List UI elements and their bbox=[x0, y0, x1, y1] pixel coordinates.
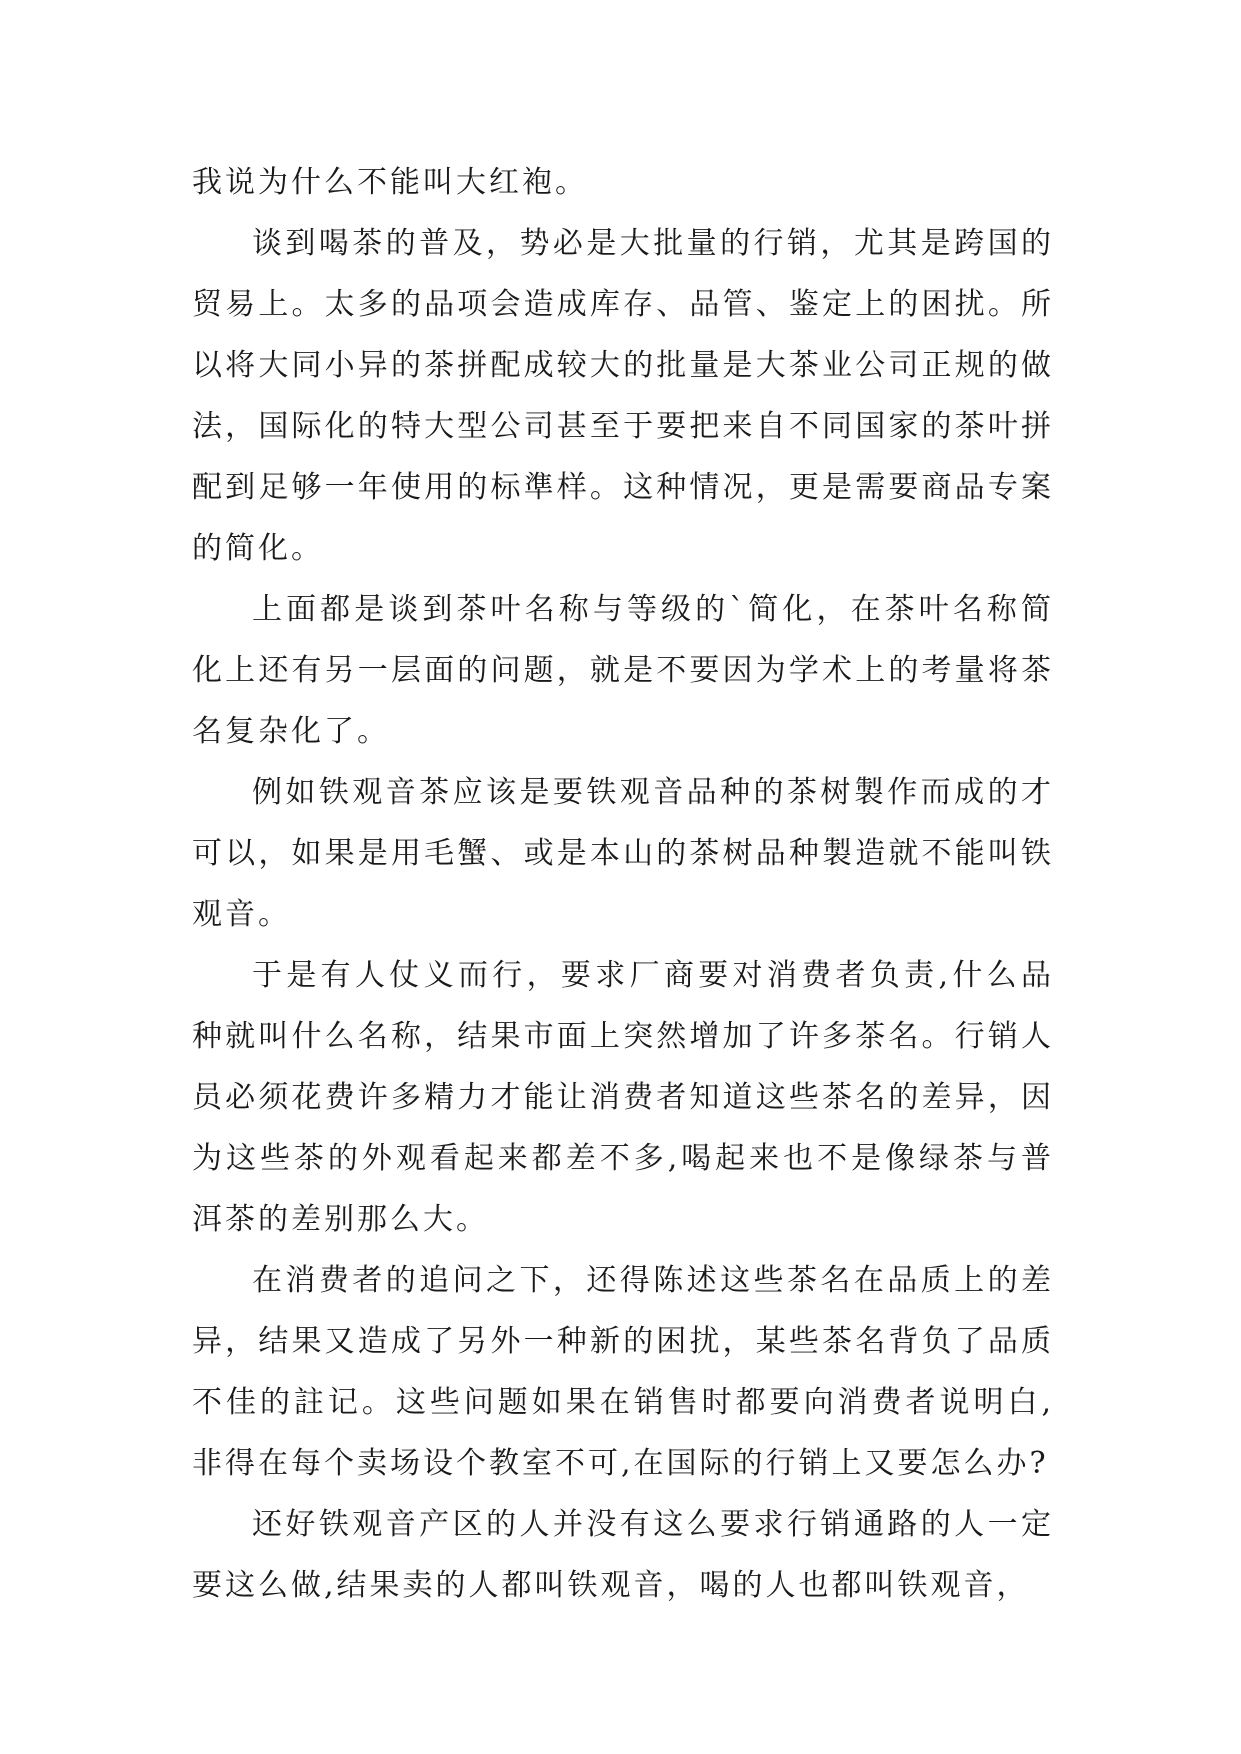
paragraph: 谈到喝茶的普及，势必是大批量的行销，尤其是跨国的贸易上。太多的品项会造成库存、品管、鉴定上的困扰。所以将大同小异的茶拼配成较大的批量是大茶业公司正规的做法，国际化的特大型公司甚至于要把来自不同国家的茶叶拼配到足够一年使用的标準样。这种情况，更是需要商品专案的简化。 bbox=[192, 226, 1054, 566]
paragraph: 例如铁观音茶应该是要铁观音品种的茶树製作而成的才可以，如果是用毛蟹、或是本山的茶树品种製造就不能叫铁观音。 bbox=[192, 775, 1054, 932]
paragraph: 上面都是谈到茶叶名称与等级的`简化，在茶叶名称简化上还有另一层面的问题，就是不要因为学术上的考量将茶名复杂化了。 bbox=[192, 592, 1054, 749]
paragraph: 于是有人仗义而行，要求厂商要对消费者负责,什么品种就叫什么名称，结果市面上突然增加了许多茶名。行销人员必须花费许多精力才能让消费者知道这些茶名的差异，因为这些茶的外观看起来都差不多,喝起来也不是像绿茶与普洱茶的差别那么大。 bbox=[192, 958, 1054, 1237]
paragraph: 还好铁观音产区的人并没有这么要求行销通路的人一定要这么做,结果卖的人都叫铁观音，喝的人也都叫铁观音， bbox=[192, 1507, 1054, 1603]
document-page bbox=[192, 152, 1054, 1616]
paragraph: 在消费者的追问之下，还得陈述这些茶名在品质上的差异，结果又造成了另外一种新的困扰，某些茶名背负了品质不佳的註记。这些问题如果在销售时都要向消费者说明白,非得在每个卖场设个教室不可,在国际的行销上又要怎么办? bbox=[192, 1263, 1054, 1481]
paragraph: 我说为什么不能叫大红袍。 bbox=[192, 165, 588, 200]
